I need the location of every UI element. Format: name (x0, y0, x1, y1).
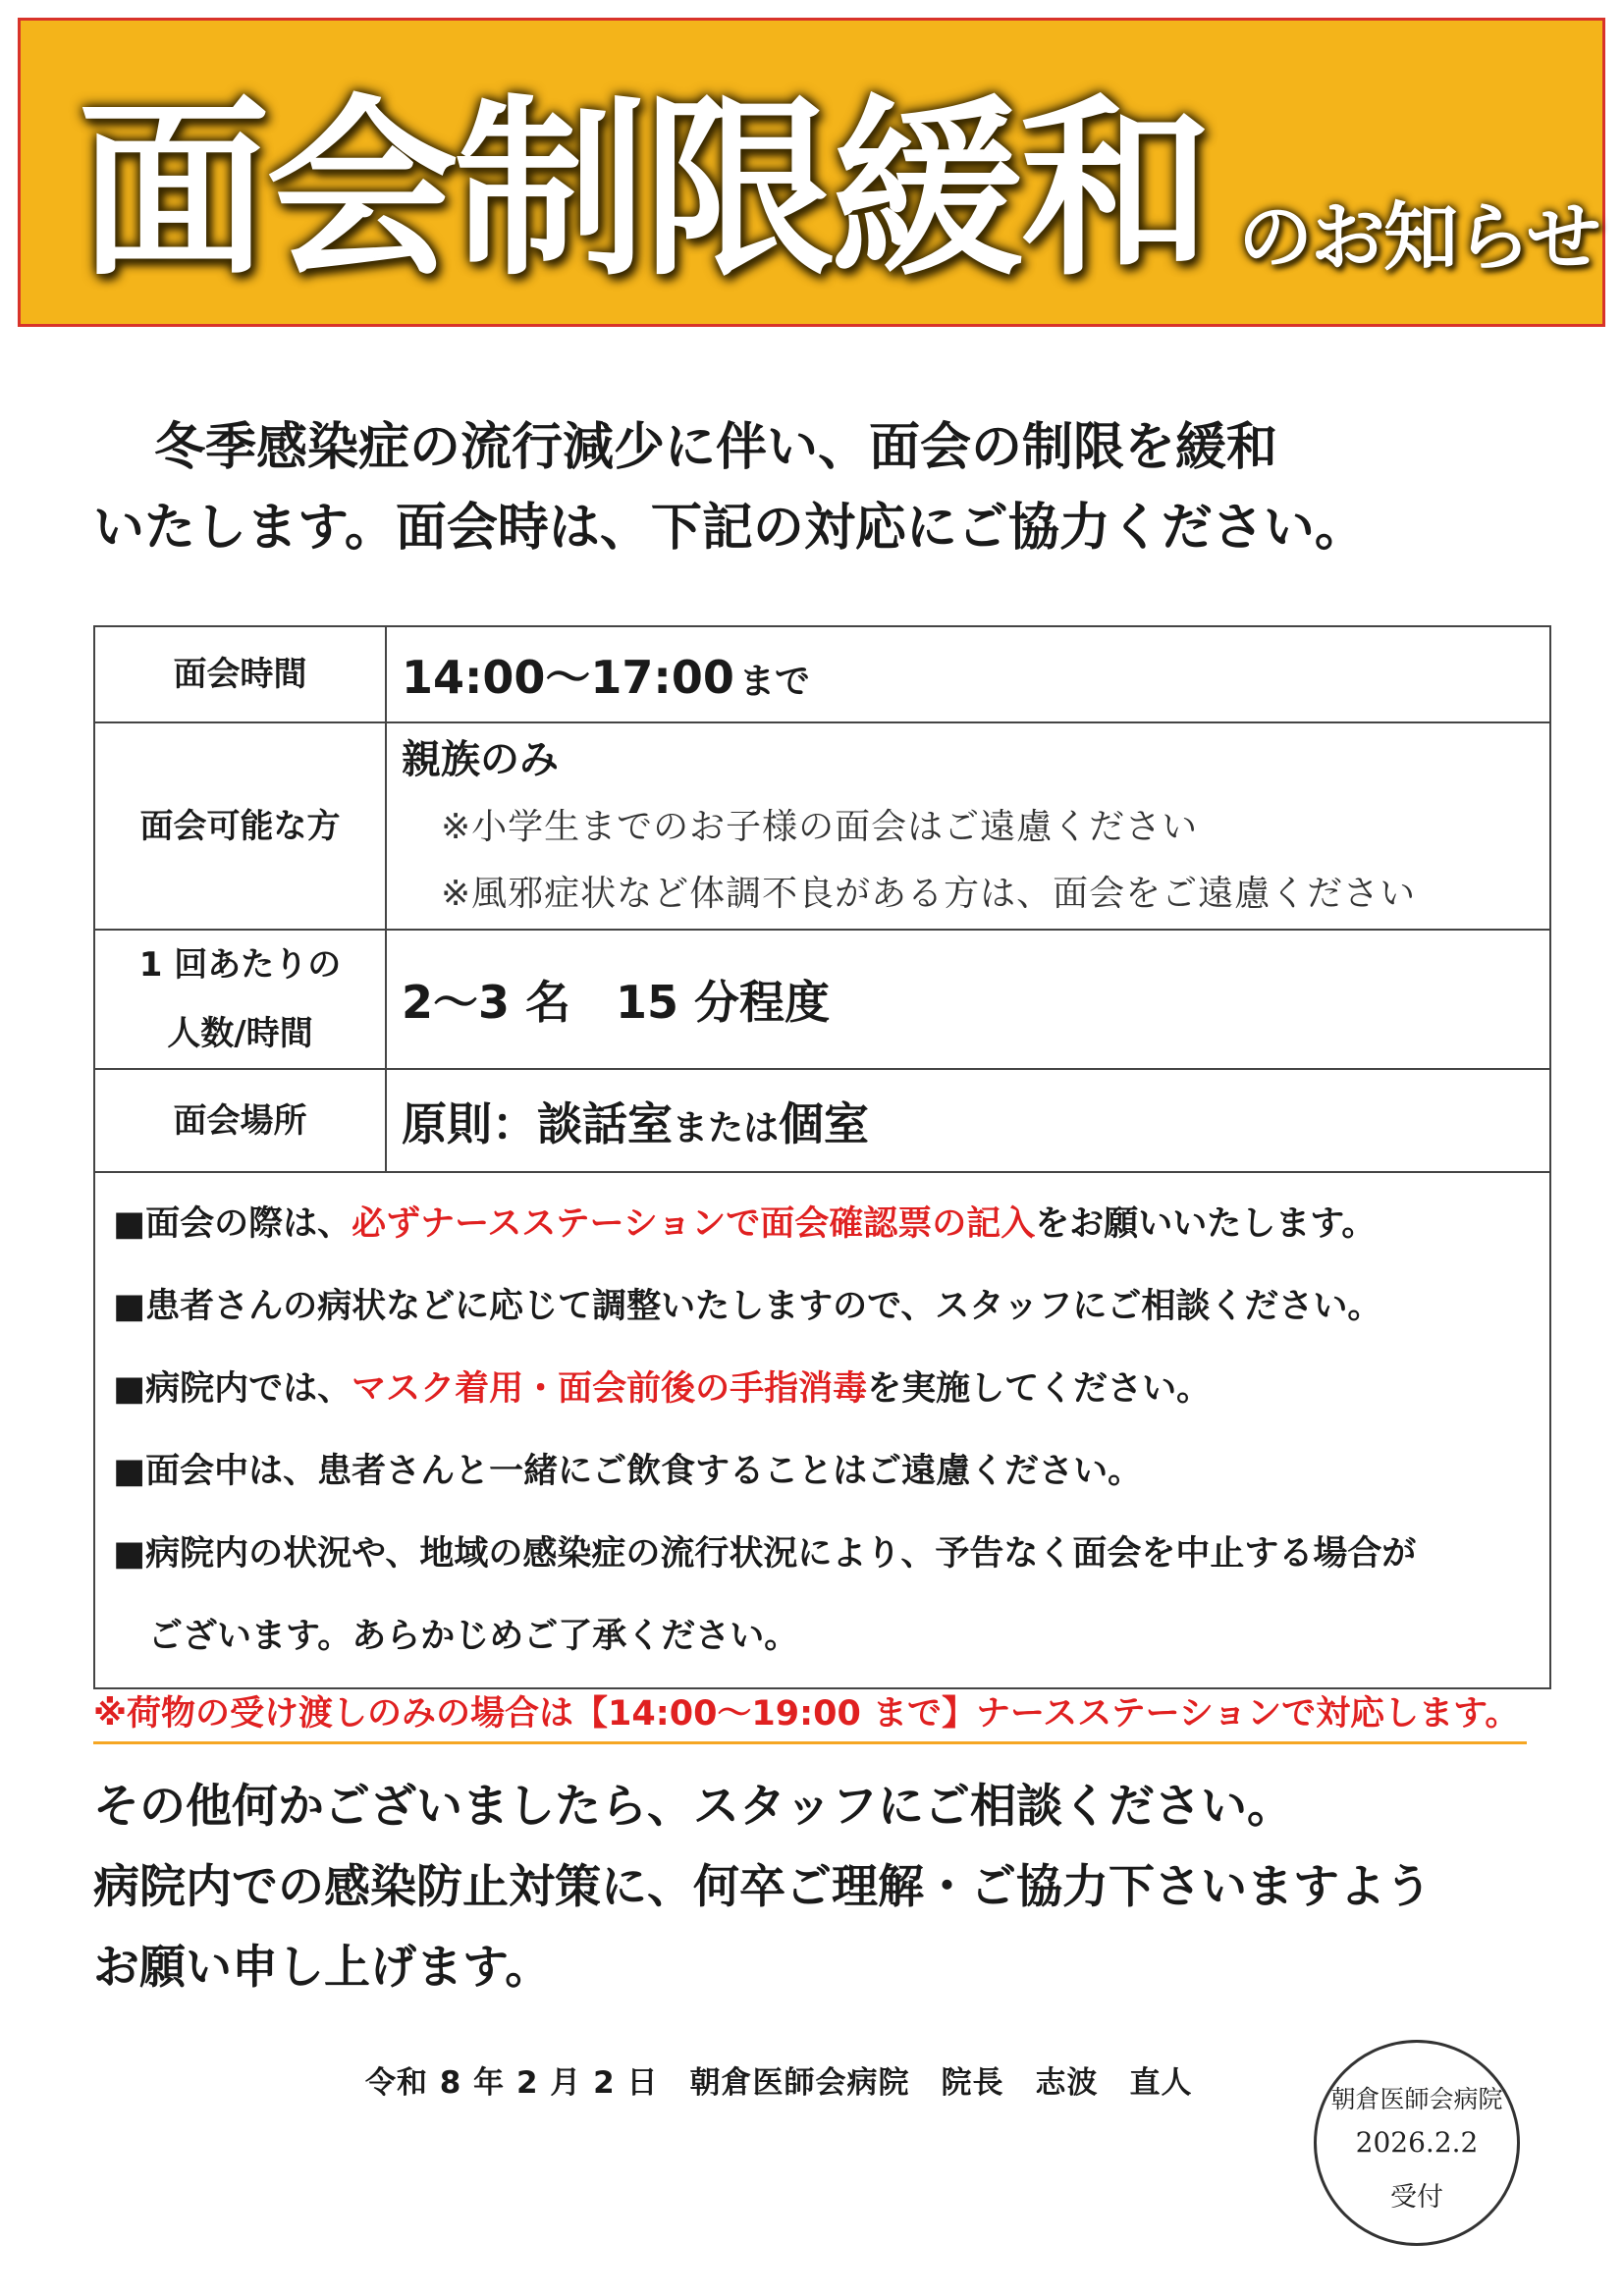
visit-place-label: 面会場所 (94, 1069, 386, 1172)
per-visit-label (94, 930, 386, 1069)
intro-line-2: いたします。面会時は、下記の対応にご協力ください。 (93, 499, 1366, 558)
per-visit-value-cell (386, 930, 1550, 1069)
rule-3-text-c: を実施してください。 (867, 1369, 1212, 1409)
rule-1-text-c: をお願いいたします。 (1035, 1204, 1377, 1244)
rule-3-text-a: ■病院内では、 (113, 1369, 352, 1409)
intro-text (93, 407, 1566, 568)
closing-text (93, 1767, 1432, 2008)
row-per-visit (94, 930, 1550, 1069)
visit-place-value-1: 原則：談話室 (402, 1096, 673, 1150)
title-banner (18, 18, 1605, 327)
banner-title-main: 面会制限緩和 (78, 79, 1210, 302)
visit-info-table (93, 625, 1551, 1689)
stamp-label: 受付 (1390, 2182, 1443, 2213)
visiting-hours-value: 14:00～17:00 (402, 651, 734, 704)
visit-place-value-3: 個室 (779, 1096, 870, 1150)
row-eligible-visitors (94, 722, 1550, 930)
visiting-hours-suffix: まで (738, 662, 810, 702)
eligible-visitors-value: 親族のみ (402, 736, 559, 782)
rule-no-eating: ■面会中は、患者さんと一緒にご飲食することはご遠慮ください。 (113, 1452, 1143, 1491)
closing-line-2: 病院内での感染防止対策に、何卒ご理解・ご協力下さいますよう (93, 1860, 1432, 1914)
eligible-note-illness: ※風邪症状など体調不良がある方は、面会をご遠慮ください (441, 873, 1417, 914)
visit-place-value-2: または (673, 1107, 780, 1148)
per-visit-value: 2～3 名 15 分程度 (402, 976, 831, 1029)
stamp-org: 朝倉医師会病院 (1330, 2085, 1503, 2113)
per-visit-label-line-2: 人数/時間 (167, 1014, 313, 1053)
row-visiting-hours (94, 626, 1550, 722)
eligible-visitors-cell (386, 722, 1550, 930)
closing-line-1: その他何かございましたら、スタッフにご相談ください。 (93, 1780, 1293, 1834)
visiting-hours-label: 面会時間 (94, 626, 386, 722)
rule-suspension-line-2: ございます。あらかじめご了承ください。 (148, 1617, 799, 1656)
rule-confirmation-form (113, 1183, 1549, 1265)
eligible-visitors-label: 面会可能な方 (94, 722, 386, 930)
intro-line-1: 冬季感染症の流行減少に伴い、面会の制限を緩和 (154, 418, 1278, 477)
visiting-hours-value-cell (386, 626, 1550, 722)
visit-place-value-cell (386, 1069, 1550, 1172)
parcel-note: ※荷物の受け渡しのみの場合は【14:00～19:00 まで】ナースステーションで対応します。 (93, 1686, 1527, 1744)
rule-suspension-line-1: ■病院内の状況や、地域の感染症の流行状況により、予告なく面会を中止する場合が (113, 1534, 1417, 1574)
reception-stamp (1314, 2040, 1520, 2246)
rule-3-highlight: マスク着用・面会前後の手指消毒 (352, 1369, 868, 1409)
signature-line: 令和 8 年 2 月 2 日 朝倉医師会病院 院長 志波 直人 (365, 2065, 1193, 2101)
row-visit-place (94, 1069, 1550, 1172)
stamp-date: 2026.2.2 (1355, 2126, 1479, 2159)
rule-1-highlight: 必ずナースステーションで面会確認票の記入 (352, 1204, 1036, 1244)
per-visit-label-line-1: 1 回あたりの (138, 945, 342, 985)
eligible-note-children: ※小学生までのお子様の面会はご遠慮ください (441, 806, 1199, 847)
closing-line-3: お願い申し上げます。 (93, 1941, 552, 1995)
visit-rules (94, 1172, 1550, 1688)
banner-title-sub: のお知らせ (1238, 193, 1599, 281)
rule-mask-sanitize (113, 1348, 1549, 1430)
rule-1-text-a: ■面会の際は、 (113, 1204, 352, 1244)
row-rules (94, 1172, 1550, 1688)
rule-consult-staff: ■患者さんの病状などに応じて調整いたしますので、スタッフにご相談ください。 (113, 1287, 1382, 1326)
